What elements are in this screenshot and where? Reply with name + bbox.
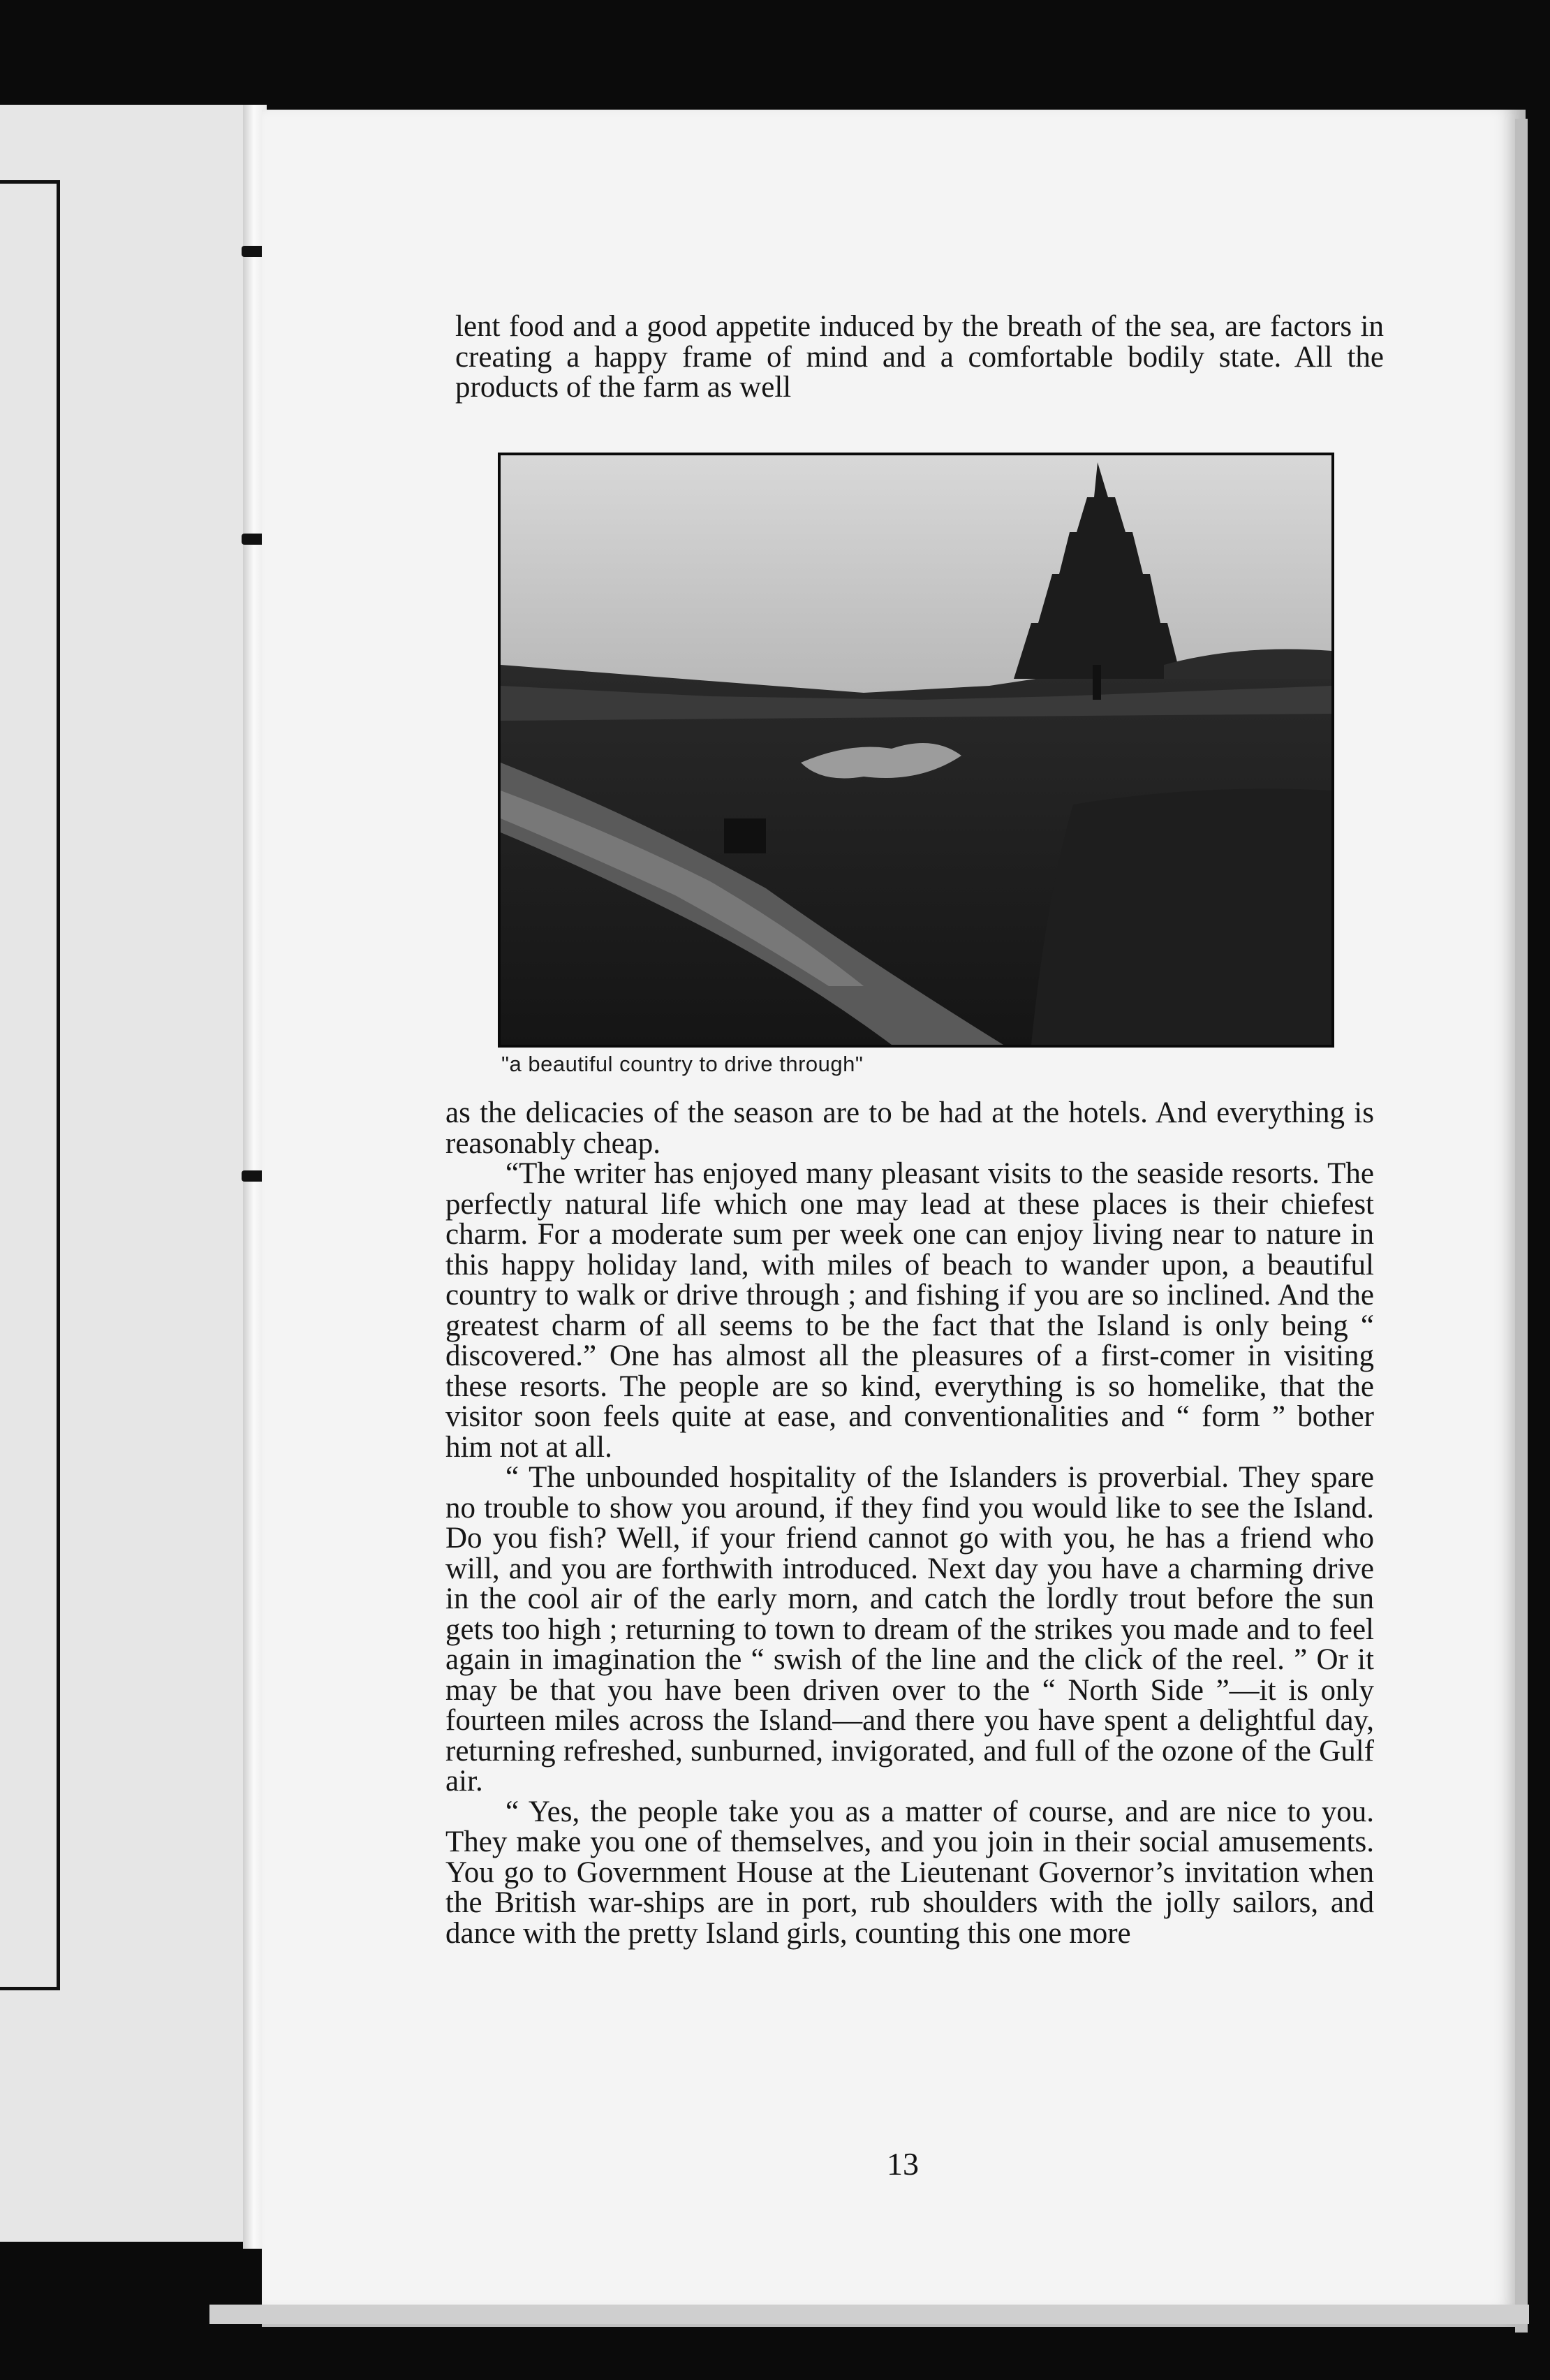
top-paragraph (455, 311, 1384, 403)
page-bottom-edge (209, 2305, 1529, 2324)
photo-caption: "a beautiful country to drive through" (501, 1052, 864, 1076)
body-text (445, 1098, 1374, 1948)
paragraph: “The writer has enjoyed many pleasant visits to the seaside resorts. The perfectly natural life which one may lead at these places is their chiefest charm. For a moderate sum per week one can enjoy living near to nature in this happy holiday land, with miles of beach to wander upon, a beautiful country to walk or drive through ; and fishing if you are so inclined. And the greatest charm of all seems to be the fact that the Island is only being “ discovered.” One has almost all the pleasures of a first-comer in visiting these resorts. The people are so kind, everything is so homelike, that the visitor soon feels quite at ease, and conventionalities and “ form ” bother him not at all. (445, 1157, 1374, 1464)
page-edge (1515, 119, 1528, 2333)
page-number: 13 (887, 2146, 919, 2182)
paragraph: “ The unbounded hospitality of the Islanders is proverbial. They spare no trouble to show you around, if they find you would like to see the Island. Do you fish? Well, if your friend cannot go with you, he has a friend who will, and you are forthwith introduced. Next day you have a charming drive in the cool air of the early morn, and catch the lordly trout before the sun gets too high ; returning to town to dream of the strikes you made and to feel again in imagination the “ swish of the line and the click of the reel. ” Or it may be that you have been driven over to the “ North Side ”—it is only fourteen miles across the Island—and there you have spent a delightful day, returning refreshed, sunburned, invigorated, and full of the ozone of the Gulf air. (445, 1461, 1374, 1798)
paragraph: as the delicacies of the season are to be had at the hotels. And everything is reasonably cheap. (445, 1096, 1374, 1160)
landscape-photo-image (501, 455, 1331, 1045)
paragraph: “ Yes, the people take you as a matter of course, and are nice to you. They make you one of themselves, and you join in their social amusements. You go to Government House at the Lieutenant Governor’s invitation when the British war-ships are in port, rub shoulders with the jolly sailors, and dance with the pretty Island girls, counting this one more (445, 1795, 1374, 1950)
landscape-photo (498, 453, 1334, 1048)
left-page-frame (0, 180, 60, 1990)
paragraph: lent food and a good appetite induced by the breath of the sea, are factors in creating a happy frame of mind and a comfortable bodily state. All the products of the farm as well (455, 310, 1384, 404)
